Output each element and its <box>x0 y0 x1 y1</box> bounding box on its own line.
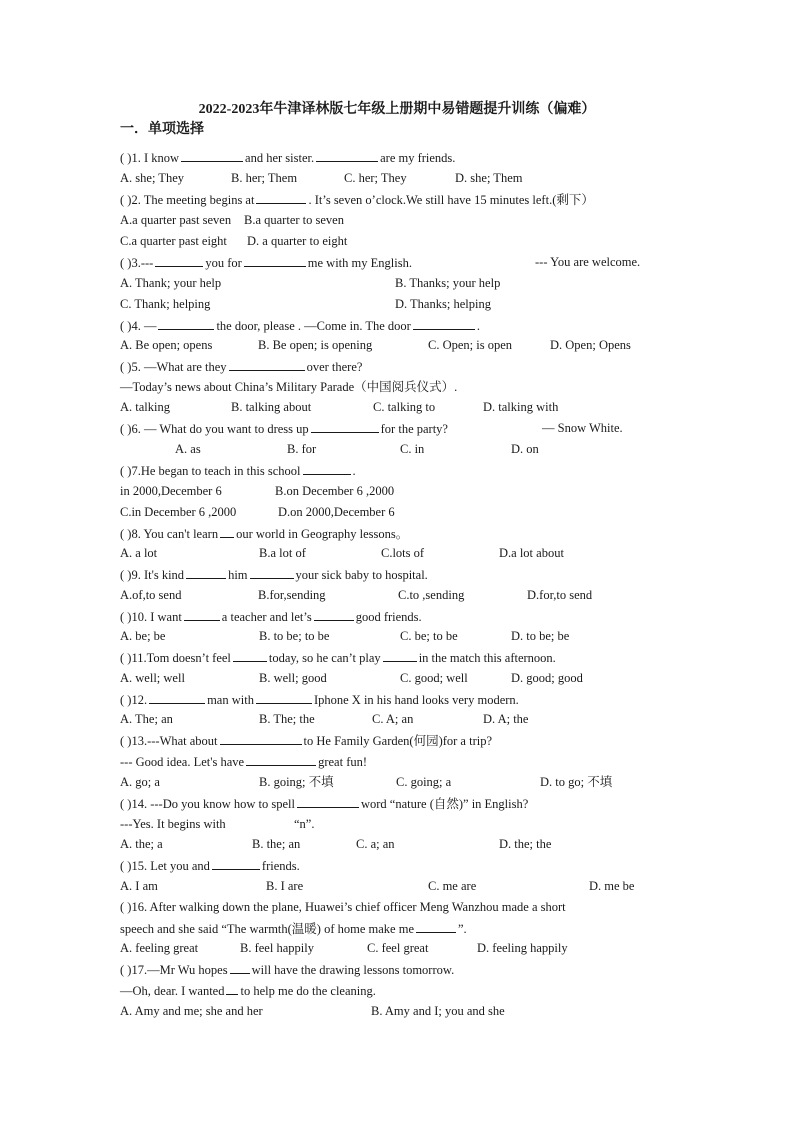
line-text: C. Thank; helping <box>120 297 211 311</box>
text-line <box>120 754 367 770</box>
line-text: C.a quarter past eight <box>120 234 227 248</box>
text-line <box>400 442 424 457</box>
line-text: Iphone X in his hand looks very modern. <box>313 693 519 707</box>
line-text: B.for,sending <box>258 588 326 602</box>
line-text: you for <box>205 256 242 270</box>
line-text: him <box>228 568 248 582</box>
line-text: C. in <box>400 442 425 456</box>
line-text: A. she; They <box>120 171 184 185</box>
text-line <box>120 1004 263 1019</box>
text-line <box>258 338 372 353</box>
line-text: will have the drawing lessons tomorrow. <box>251 963 455 977</box>
line-text: A.a quarter past seven <box>120 213 232 227</box>
text-line <box>373 400 435 415</box>
line-text: D.a lot about <box>499 546 564 560</box>
line-text: friends. <box>261 859 300 873</box>
answer-blank <box>383 650 417 662</box>
answer-blank <box>303 463 351 475</box>
line-text: B. to be; to be <box>259 629 330 643</box>
answer-blank <box>244 255 306 267</box>
line-text: today, so he can’t play <box>268 651 381 665</box>
text-line <box>120 192 594 208</box>
text-line <box>278 505 395 520</box>
text-line <box>499 546 564 561</box>
line-text: C. be; to be <box>400 629 458 643</box>
line-text: C. her; They <box>344 171 407 185</box>
line-text: ( )9. It's kind <box>120 568 185 582</box>
line-text: ( )4. — <box>120 319 157 333</box>
line-text: B. well; good <box>259 671 327 685</box>
line-text: D. talking with <box>483 400 559 414</box>
line-text: ( )14. ---Do you know how to spell <box>120 797 295 811</box>
answer-blank <box>233 650 267 662</box>
text-line <box>120 546 157 561</box>
answer-blank <box>413 318 475 330</box>
text-line <box>344 171 407 186</box>
text-line <box>499 837 551 852</box>
line-text: ( )8. You can't learn <box>120 527 219 541</box>
text-line <box>287 442 316 457</box>
line-text: the door, please . —Come in. The door <box>216 319 411 333</box>
text-line <box>120 900 566 915</box>
line-text: ( )2. The meeting begins at <box>120 193 255 207</box>
text-line <box>240 941 314 956</box>
line-text: B. Thanks; your help <box>395 276 501 290</box>
text-line <box>395 276 500 291</box>
line-text: ( )13.---What about <box>120 734 218 748</box>
answer-blank <box>158 318 214 330</box>
text-line <box>259 629 329 644</box>
answer-blank <box>184 609 220 621</box>
line-text: ---Yes. It begins with <box>120 817 226 831</box>
text-line <box>120 276 221 291</box>
text-line <box>244 213 344 228</box>
text-line <box>231 400 311 415</box>
text-line <box>120 671 185 686</box>
line-text: D. me be <box>589 879 635 893</box>
line-text: C. talking to <box>373 400 436 414</box>
text-line <box>120 400 170 415</box>
line-text: “n”. <box>294 817 315 831</box>
text-line <box>120 297 210 312</box>
line-text: B. the; an <box>252 837 301 851</box>
line-text: speech and she said “The warmth(温暖) of home make me <box>120 922 414 936</box>
line-text: ( )10. I want <box>120 610 182 624</box>
answer-blank <box>181 150 243 162</box>
text-line <box>120 567 428 583</box>
text-line <box>589 879 634 894</box>
text-line <box>120 463 356 479</box>
line-text: D. on <box>511 442 539 456</box>
line-text: A. as <box>175 442 201 456</box>
line-text: B.a quarter to seven <box>244 213 344 227</box>
text-line <box>294 817 314 832</box>
line-text: A. Amy and me; she and her <box>120 1004 263 1018</box>
text-line <box>259 775 334 790</box>
answer-blank <box>226 983 238 995</box>
text-line <box>120 588 181 603</box>
line-text: A. Thank; your help <box>120 276 222 290</box>
line-text: D. to be; be <box>511 629 570 643</box>
document-title: 2022-2023年牛津译林版七年级上册期中易错题提升训练（偏难） <box>198 102 596 117</box>
line-text: B. for <box>287 442 317 456</box>
section-heading: 一．单项选择 <box>120 122 204 137</box>
answer-blank <box>250 567 294 579</box>
line-text: C. A; an <box>372 712 414 726</box>
text-line <box>231 171 297 186</box>
line-text: ( )15. Let you and <box>120 859 210 873</box>
line-text: . <box>476 319 480 333</box>
text-line <box>247 234 347 249</box>
line-text: D. to go; 不填 <box>540 775 613 789</box>
text-line <box>398 588 464 603</box>
text-line <box>535 255 640 270</box>
line-text: C. feel great <box>367 941 429 955</box>
line-text: ( )6. — What do you want to dress up <box>120 422 309 436</box>
line-text: A. feeling great <box>120 941 199 955</box>
answer-blank <box>416 921 456 933</box>
line-text: . It’s seven o’clock.We still have 15 minutes left.(剩下） <box>308 193 594 207</box>
line-text: our world in Geography lessons。 <box>236 527 409 541</box>
line-text: C.to ,sending <box>398 588 465 602</box>
text-line <box>542 421 623 436</box>
line-text: D. Thanks; helping <box>395 297 491 311</box>
line-text: --- You are welcome. <box>535 255 641 269</box>
line-text: D. good; good <box>511 671 583 685</box>
line-text: C. good; well <box>400 671 468 685</box>
line-text: ( )7.He began to teach in this school <box>120 464 301 478</box>
line-text: D. a quarter to eight <box>247 234 348 248</box>
line-text: B. I are <box>266 879 304 893</box>
line-text: great fun! <box>318 755 368 769</box>
line-text: D.for,to send <box>527 588 593 602</box>
line-text: --- Good idea. Let's have <box>120 755 245 769</box>
text-line <box>120 359 362 375</box>
text-line <box>371 1004 505 1019</box>
text-line <box>120 150 455 166</box>
line-text: ( )17.—Mr Wu hopes <box>120 963 228 977</box>
line-text: D. Open; Opens <box>550 338 631 352</box>
text-line <box>120 817 226 832</box>
text-line <box>483 400 558 415</box>
line-text: A. I am <box>120 879 158 893</box>
line-text: B. feel happily <box>240 941 314 955</box>
line-text: for the party? <box>380 422 448 436</box>
text-line <box>381 546 424 561</box>
answer-blank <box>220 526 234 538</box>
line-text: man with <box>207 693 254 707</box>
text-line <box>120 629 165 644</box>
line-text: ( )12. <box>120 693 148 707</box>
line-text: B.on December 6 ,2000 <box>275 484 395 498</box>
line-text: ( )5. —What are they <box>120 360 227 374</box>
line-text: over there? <box>306 360 363 374</box>
line-text: are my friends. <box>380 151 456 165</box>
line-text: good friends. <box>355 610 422 624</box>
line-text: C. a; an <box>356 837 395 851</box>
text-line <box>527 588 592 603</box>
line-text: A. go; a <box>120 775 160 789</box>
answer-blank <box>297 796 359 808</box>
line-text: A. a lot <box>120 546 158 560</box>
text-line <box>455 171 522 186</box>
line-text: A. talking <box>120 400 170 414</box>
line-text: in the match this afternoon. <box>418 651 556 665</box>
line-text: B. her; Them <box>231 171 298 185</box>
line-text: to help me do the cleaning. <box>240 984 376 998</box>
text-line <box>252 837 300 852</box>
text-line <box>120 775 160 790</box>
answer-blank <box>212 858 260 870</box>
text-line <box>120 983 376 999</box>
line-text: to He Family Garden(何园)for a trip? <box>303 734 493 748</box>
text-line <box>120 879 158 894</box>
text-line <box>400 629 458 644</box>
line-text: D. A; the <box>483 712 529 726</box>
line-text: —Today’s news about China’s Military Parade（中国阅兵仪式）. <box>120 380 458 394</box>
text-line <box>120 692 519 708</box>
line-text: and her sister. <box>245 151 315 165</box>
line-text: ( )3.--- <box>120 256 154 270</box>
answer-blank <box>314 609 354 621</box>
text-line <box>428 879 476 894</box>
line-text: D. feeling happily <box>477 941 568 955</box>
line-text: ( )1. I know <box>120 151 180 165</box>
answer-blank <box>186 567 226 579</box>
line-text: A.of,to send <box>120 588 182 602</box>
text-line <box>120 921 467 937</box>
text-line <box>120 526 408 542</box>
text-line <box>367 941 428 956</box>
text-line <box>258 588 326 603</box>
text-line <box>120 712 173 727</box>
text-line <box>120 380 457 395</box>
line-text: C.in December 6 ,2000 <box>120 505 237 519</box>
line-text: B. talking about <box>231 400 312 414</box>
line-text: B. going; 不填 <box>259 775 334 789</box>
line-text: C. me are <box>428 879 477 893</box>
text-line <box>511 671 583 686</box>
line-text: word “nature (自然)” in English? <box>360 797 529 811</box>
line-text: D. she; Them <box>455 171 523 185</box>
text-line <box>120 609 422 625</box>
line-text: a teacher and let’s <box>221 610 312 624</box>
line-text: A. well; well <box>120 671 185 685</box>
line-text: ( )11.Tom doesn’t feel <box>120 651 231 665</box>
answer-blank <box>229 359 305 371</box>
text-line <box>356 837 395 852</box>
text-line <box>396 775 451 790</box>
text-line <box>266 879 303 894</box>
text-line <box>259 546 306 561</box>
text-line <box>120 650 556 666</box>
text-line <box>120 171 184 186</box>
answer-blank <box>230 962 250 974</box>
text-line <box>259 712 315 727</box>
text-line <box>400 671 468 686</box>
line-text: in 2000,December 6 <box>120 484 222 498</box>
line-text: A. Be open; opens <box>120 338 213 352</box>
line-text: C. going; a <box>396 775 452 789</box>
answer-blank <box>316 150 378 162</box>
line-text: A. the; a <box>120 837 163 851</box>
text-line <box>120 941 198 956</box>
line-text: your sick baby to hospital. <box>295 568 428 582</box>
text-line <box>120 837 163 852</box>
text-line <box>259 671 327 686</box>
text-line <box>120 338 212 353</box>
text-line <box>175 442 201 457</box>
line-text: B. Be open; is opening <box>258 338 373 352</box>
text-line <box>428 338 512 353</box>
text-line <box>120 484 222 499</box>
text-line <box>483 712 528 727</box>
text-line <box>511 629 569 644</box>
text-line <box>120 234 227 249</box>
text-line <box>550 338 631 353</box>
text-line <box>120 733 492 749</box>
line-text: C.lots of <box>381 546 425 560</box>
line-text: me with my English. <box>307 256 412 270</box>
line-text: A. be; be <box>120 629 166 643</box>
text-line <box>120 421 448 437</box>
line-text: D.on 2000,December 6 <box>278 505 395 519</box>
line-text: . <box>352 464 356 478</box>
line-text: D. the; the <box>499 837 552 851</box>
text-line <box>120 213 231 228</box>
line-text: B. Amy and I; you and she <box>371 1004 505 1018</box>
text-line <box>275 484 394 499</box>
answer-blank <box>256 692 312 704</box>
answer-blank <box>311 421 379 433</box>
answer-blank <box>220 733 302 745</box>
text-line <box>120 505 236 520</box>
text-line <box>120 796 528 812</box>
text-line <box>120 318 480 334</box>
text-line <box>120 858 300 874</box>
text-line <box>372 712 413 727</box>
line-text: — Snow White. <box>542 421 623 435</box>
answer-blank <box>256 192 306 204</box>
line-text: ( )16. After walking down the plane, Huawei’s chief officer Meng Wanzhou made a short <box>120 900 566 914</box>
line-text: —Oh, dear. I wanted <box>120 984 225 998</box>
text-line <box>395 297 491 312</box>
text-line <box>511 442 539 457</box>
text-line <box>540 775 612 790</box>
line-text: ”. <box>458 922 467 936</box>
line-text: C. Open; is open <box>428 338 513 352</box>
answer-blank <box>246 754 316 766</box>
line-text: A. The; an <box>120 712 173 726</box>
line-text: B.a lot of <box>259 546 306 560</box>
line-text: B. The; the <box>259 712 315 726</box>
answer-blank <box>149 692 205 704</box>
text-line <box>120 962 454 978</box>
answer-blank <box>155 255 203 267</box>
text-line <box>477 941 568 956</box>
text-line <box>120 255 412 271</box>
